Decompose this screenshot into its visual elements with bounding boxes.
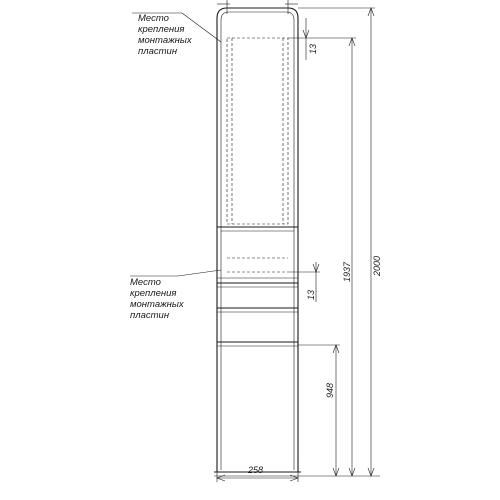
dim-mid-13-text: 13 <box>306 289 316 300</box>
dim-top-13-text: 13 <box>308 43 318 54</box>
upper-door-frame <box>227 38 288 224</box>
middle-annotation <box>130 270 221 321</box>
top-annotation-line-1: Место <box>138 13 169 24</box>
dim-2000 <box>368 8 382 476</box>
drawers <box>217 283 298 346</box>
dim-258-text: 258 <box>248 465 264 475</box>
dim-258 <box>217 458 298 482</box>
middle-annotation-line-4: пластин <box>130 310 170 321</box>
top-annotation-line-4: пластин <box>138 46 178 57</box>
top-annotation-line-2: крепления <box>138 24 185 35</box>
dim-top-13 <box>303 18 318 60</box>
open-shelf <box>217 227 298 278</box>
dim-948 <box>325 345 339 476</box>
dim-1937 <box>342 38 355 476</box>
middle-annotation-line-2: крепления <box>130 288 177 299</box>
dim-2000-text: 2000 <box>372 255 382 276</box>
dim-1937-text: 1937 <box>342 261 352 282</box>
dim-948-text: 948 <box>325 382 335 398</box>
extension-lines <box>288 8 380 476</box>
dim-mid-13 <box>306 262 319 302</box>
top-annotation <box>132 13 221 57</box>
middle-annotation-line-1: Место <box>130 277 161 288</box>
top-annotation-line-3: монтажных <box>138 35 192 46</box>
upper-door <box>227 38 288 224</box>
middle-annotation-line-3: монтажных <box>130 299 184 310</box>
middle-annotation-leader <box>178 270 221 276</box>
cabinet-outline <box>217 8 298 472</box>
